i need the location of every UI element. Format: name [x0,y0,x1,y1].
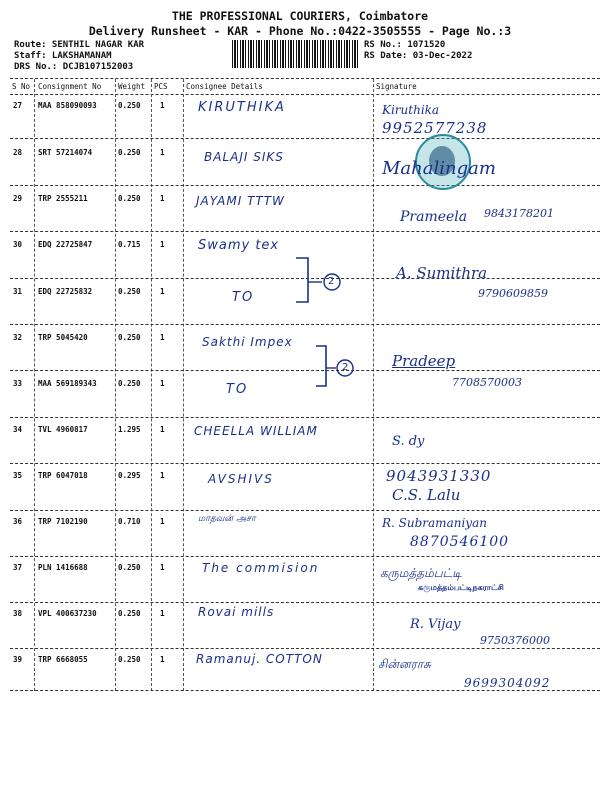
header-rule [10,94,600,95]
row-weight: 0.250 [118,655,141,664]
row-signature: R. Vijay [410,617,461,632]
row-sno: 35 [13,471,23,480]
row-consignment: TRP 2555211 [38,194,88,203]
row-consignee: The commision [202,561,320,575]
row-weight: 0.250 [118,609,141,618]
col-pcs: PCS [154,82,168,91]
row-pcs: 1 [160,425,165,434]
row-sno: 37 [13,563,23,572]
row-rule [10,370,600,371]
row-consignment: TRP 5045420 [38,333,88,342]
drs-label: DRS No.: DCJB107152003 [14,62,134,72]
row-rule [10,463,600,464]
row-consignee: BALAJI SIKS [204,150,284,164]
row-weight: 0.250 [118,287,141,296]
col-divider [373,79,374,691]
row-consignment: TRP 6668055 [38,655,88,664]
table-top-rule [10,78,600,79]
row-consignee: Rovai mills [198,605,275,619]
row-weight: 0.250 [118,148,141,157]
row-weight: 0.250 [118,563,141,572]
row-sno: 33 [13,379,23,388]
row-pcs: 1 [160,655,165,664]
row-phone: 9043931330 [386,467,492,485]
row-sno: 36 [13,517,23,526]
row-sno: 34 [13,425,23,434]
row-consignment: MAA 858090093 [38,101,97,110]
row-phone: 7708570003 [452,376,522,389]
col-signature: Signature [376,82,417,91]
row-pcs: 1 [160,101,165,110]
row-weight: 0.250 [118,101,141,110]
row-rule [10,138,600,139]
row-weight: 0.250 [118,333,141,342]
row-phone: 8870546100 [410,534,510,550]
col-sno: S No [12,82,31,91]
col-consignment: Consignment No [38,82,102,91]
row-pcs: 1 [160,379,165,388]
row-pcs: 1 [160,517,165,526]
row-weight: 0.710 [118,517,141,526]
row-weight: 0.250 [118,379,141,388]
row-rule [10,602,600,603]
row-consignee: TO [226,382,249,397]
document-title: THE PROFESSIONAL COURIERS, Coimbatore [171,9,429,23]
row-signature: Mahalingam [382,158,496,179]
bracket-count: 2 [328,276,335,287]
row-phone: 9750376000 [480,634,550,647]
barcode [232,40,358,68]
row-consignment: EDQ 22725847 [38,240,93,249]
row-consignment: EDQ 22725832 [38,287,93,296]
row-pcs: 1 [160,240,165,249]
row-sno: 32 [13,333,23,342]
row-rule [10,231,600,232]
row-consignment: TRP 6047018 [38,471,88,480]
row-rule [10,185,600,186]
staff-label: Staff: LAKSHAMANAM [14,51,112,61]
col-divider [115,79,116,691]
row-phone: 9790609859 [478,287,548,300]
row-sno: 38 [13,609,23,618]
col-consignee: Consignee Details [186,82,263,91]
row-pcs: 1 [160,563,165,572]
bracket-count: 2 [342,362,349,373]
row-pcs: 1 [160,609,165,618]
row-consignment: TVL 4960817 [38,425,88,434]
col-weight: Weight [118,82,146,91]
row-signature: Kiruthika [382,103,440,117]
row-sno: 29 [13,194,23,203]
municipality-stamp: கருமத்தம்பட்டிநகராட்சி [418,583,504,592]
row-signature: கருமத்தம்பட்டி [380,566,462,580]
row-phone: 9699304092 [464,676,551,690]
row-consignment: MAA 569189343 [38,379,97,388]
row-consignee: KIRUTHIKA [198,100,286,115]
row-consignment: TRP 7102190 [38,517,88,526]
row-weight: 1.295 [118,425,141,434]
row-consignee: JAYAMI TTTW [196,194,285,208]
row-sno: 31 [13,287,23,296]
row-signature: R. Subramaniyan [382,516,487,530]
col-divider [34,79,35,691]
row-signature: Prameela [400,209,468,225]
row-signature: A. Sumithra [396,264,488,282]
rs-date: RS Date: 03-Dec-2022 [364,51,473,61]
col-divider [151,79,152,691]
row-weight: 0.250 [118,194,141,203]
row-consignment: SRT 57214074 [38,148,93,157]
row-consignment: VPL 400637230 [38,609,97,618]
table-bottom-rule [10,690,600,691]
row-sno: 27 [13,101,23,110]
row-sno: 28 [13,148,23,157]
row-phone: 9843178201 [484,207,554,220]
row-signature: C.S. Lalu [392,486,461,504]
row-sno: 39 [13,655,23,664]
row-weight: 0.295 [118,471,141,480]
row-rule [10,648,600,649]
col-divider [183,79,184,691]
row-weight: 0.715 [118,240,141,249]
row-pcs: 1 [160,194,165,203]
route-label: Route: SENTHIL NAGAR KAR [14,40,145,50]
rs-number: RS No.: 1071520 [364,40,446,50]
row-consignee: TO [232,290,255,305]
row-rule [10,417,600,418]
row-rule [10,556,600,557]
row-pcs: 1 [160,333,165,342]
row-consignee: மாதவன் அசா [198,514,256,524]
row-rule [10,510,600,511]
row-pcs: 1 [160,471,165,480]
row-consignee: CHEELLA WILLIAM [194,424,318,438]
row-consignee: AVSHIVS [208,472,274,486]
row-signature: சின்னராசு [378,657,431,671]
row-rule [10,324,600,325]
row-consignee: Sakthi Impex [202,335,293,349]
runsheet-subtitle: Delivery Runsheet - KAR - Phone No.:0422-3505555 - Page No.:3 [88,24,512,38]
row-phone: 9952577238 [382,119,488,137]
row-consignment: PLN 1416688 [38,563,88,572]
row-signature: Pradeep [392,352,456,370]
row-pcs: 1 [160,287,165,296]
row-consignee: Swamy tex [198,238,280,253]
bracket-mark [292,256,352,306]
row-consignee: Ramanuj. COTTON [196,652,323,666]
row-sno: 30 [13,240,23,249]
row-signature: S. dy [392,434,425,449]
row-pcs: 1 [160,148,165,157]
bracket-mark [314,344,360,390]
